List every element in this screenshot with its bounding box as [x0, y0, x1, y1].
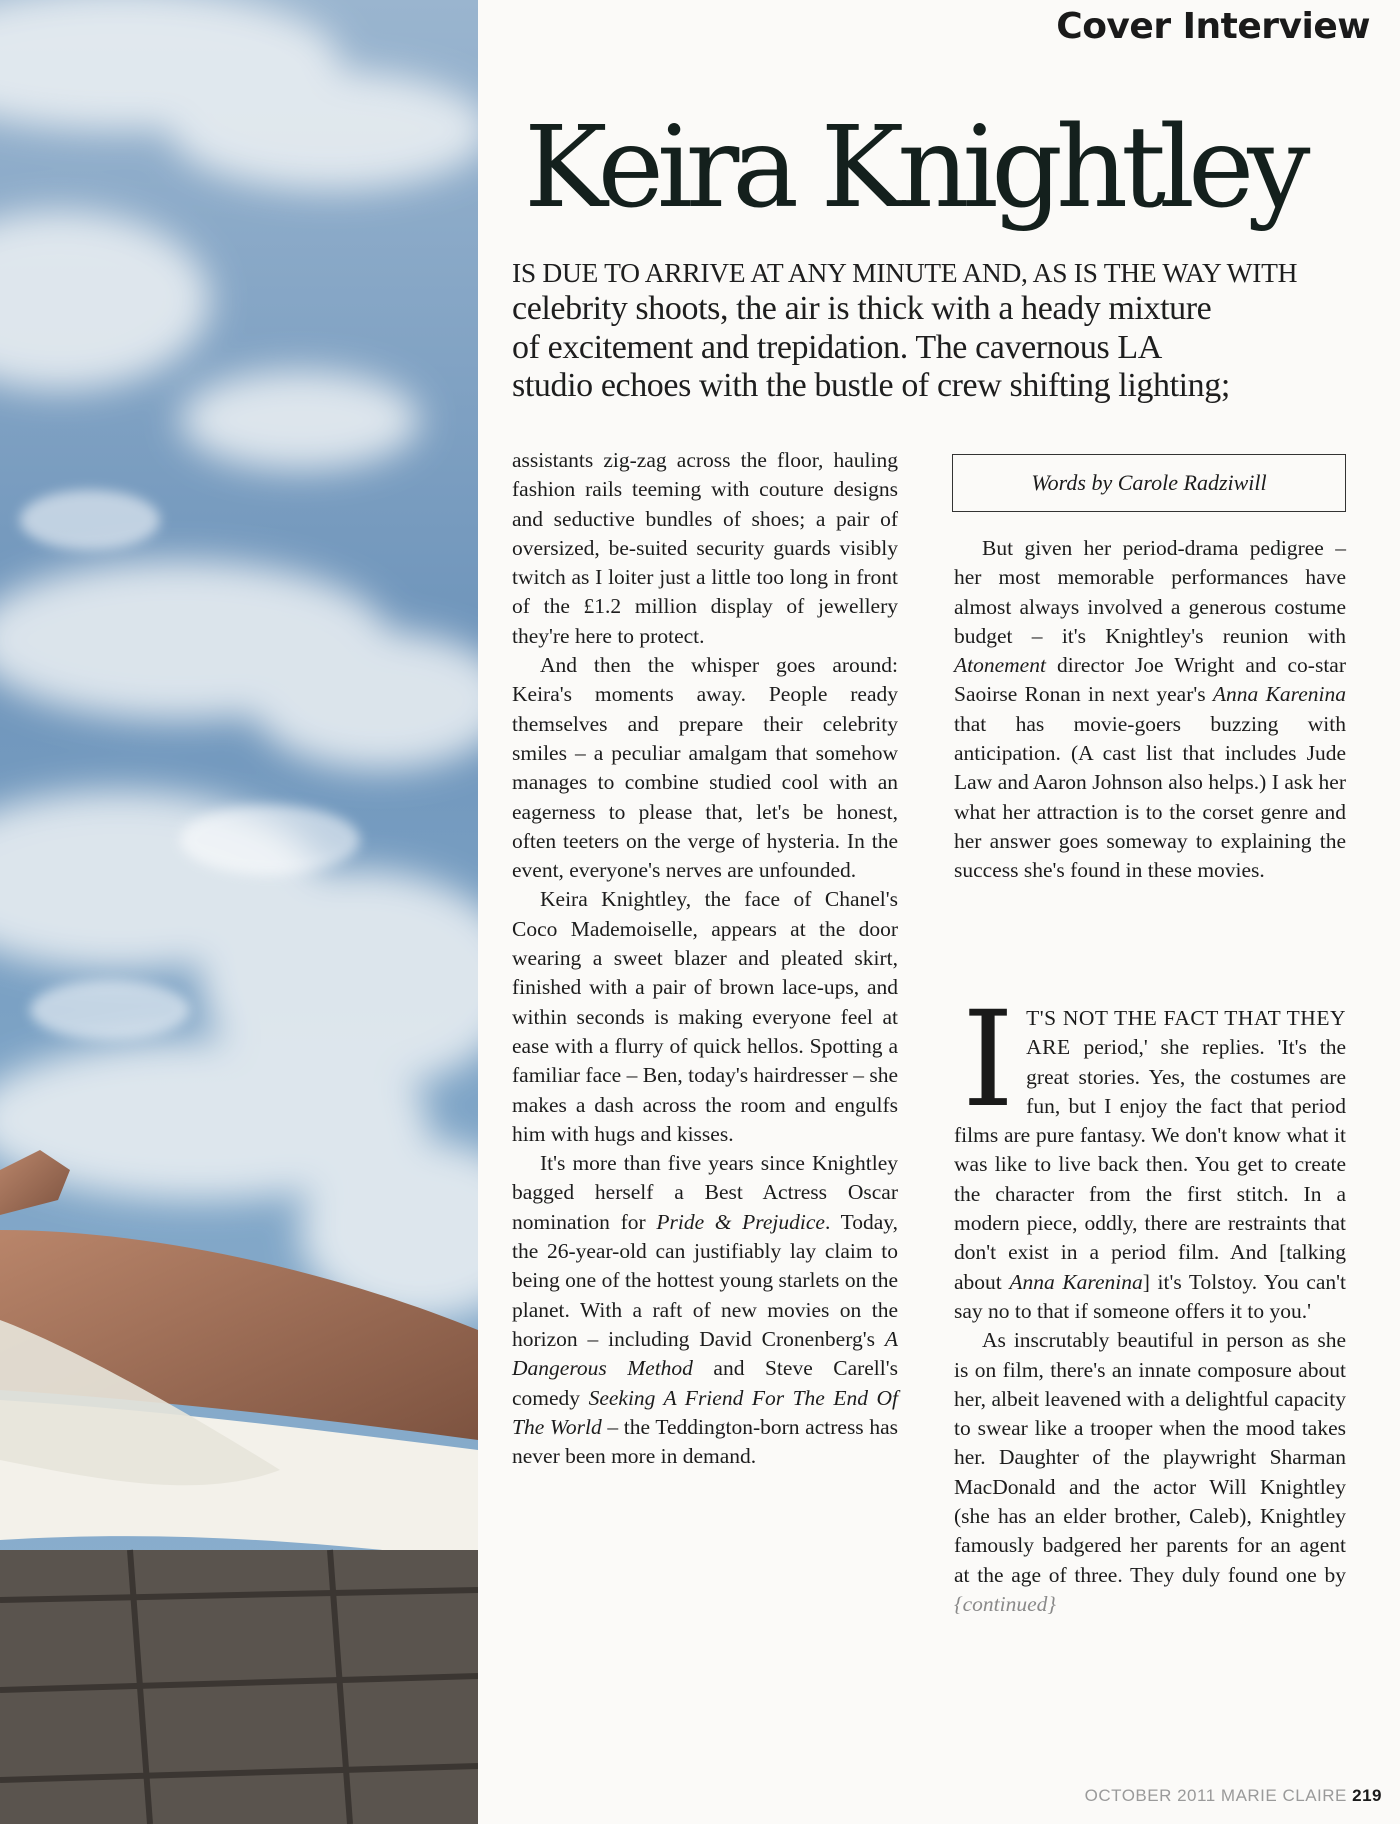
body-column-2 [954, 534, 1346, 886]
film-title: Anna Karenina [1212, 682, 1346, 707]
film-title: Seeking A Friend For The End Of The World [512, 1385, 899, 1439]
body-paragraph: assistants zig-zag across the floor, hauling fashion rails teeming with couture designs and seductive bundles of shoes; a pair of oversized, be-suited security guards visibly twitch as I loiter just a little too long in front of the £1.2 million display of jewellery they're here to protect. [512, 448, 898, 648]
magazine-name: MARIE CLAIRE [1220, 1786, 1347, 1805]
small-caps-lead: T'S NOT THE FACT THAT THEY ARE [1026, 1006, 1346, 1060]
page-number: 219 [1352, 1786, 1382, 1805]
body-column-1 [512, 446, 898, 1471]
article-headline: Keira Knightley [524, 103, 1304, 233]
quote-paragraph: I T'S NOT THE FACT THAT THEY ARE period,' she replies. 'It's the great stories. Yes, the costumes are fun, but I enjoy the fact that period films are pure fantasy. We don't know what it was like to live back then. You get to create the character from the first stitch. In a modern piece, oddly, there are restraints that don't exist in a period film. And [talking about Anna Karenina] it's Tolstoy. You can't say no to that if someone offers it to you.' [954, 983, 1346, 1323]
body-paragraph: It's more than five years since Knightley bagged herself a Best Actress Oscar nomination for Pride & Prejudice. Today, the 26-year-old can justifiably lay claim to being one of the hottest young starlets on the planet. With a raft of new movies on the horizon – including David Cronenberg's A Dangerous Method and Steve Carell's comedy Seeking A Friend For The End Of The World – the Teddington-born actress has never been more in demand. [512, 1151, 899, 1469]
film-title: Atonement [954, 653, 1046, 678]
body-column-2-continued [954, 983, 1346, 1619]
body-paragraph: Keira Knightley, the face of Chanel's Coco Mademoiselle, appears at the door wearing a sweet blazer and pleated skirt, finished with a pair of brown lace-ups, and within seconds is making everyone feel at ease with a flurry of quick hellos. Spotting a familiar face – Ben, today's hairdresser – she makes a dash across the room and engulfs him with hugs and kisses. [512, 887, 898, 1146]
standfirst-caps-line: IS DUE TO ARRIVE AT ANY MINUTE AND, AS IS THE WAY WITH [512, 257, 1298, 288]
issue-date: OCTOBER 2011 [1084, 1786, 1216, 1805]
film-title: A Dangerous Method [512, 1326, 898, 1381]
cover-photo [0, 0, 478, 1824]
body-paragraph: As inscrutably beautiful in person as she is on film, there's an innate composure about her, albeit leavened with a delightful capacity to swear like a trooper when the mood takes her. Daughter of the playwright Sharman MacDonald and the actor Will Knightley (she has an elder brother, Caleb), Knightley famously badgered her parents for an agent at the age of three. They duly found one by {continued} [954, 1328, 1346, 1616]
standfirst-line: of excitement and trepidation. The cavernous LA [512, 328, 1162, 366]
standfirst [512, 256, 1372, 406]
body-paragraph: But given her period-drama pedigree – her most memorable performances have almost always involved a generous costume budget – it's Knightley's reunion with Atonement director Joe Wright and co-star Saoirse Ronan in next year's Anna Karenina that has movie-goers buzzing with anticipation. (A cast list that includes Jude Law and Aaron Johnson also helps.) I ask her what her attraction is to the corset genre and her answer goes someway to explaining the success she's found in these movies. [954, 536, 1346, 883]
body-paragraph: And then the whisper goes around: Keira's moments away. People ready themselves and prepare their celebrity smiles – a peculiar amalgam that somehow manages to combine studied cool with an eagerness to please that, let's be honest, often teeters on the verge of hysteria. In the event, everyone's nerves are unfounded. [512, 653, 898, 883]
film-title: Pride & Prejudice [656, 1209, 825, 1234]
byline-box [952, 454, 1346, 512]
drop-cap: I [962, 983, 1015, 1137]
continued-marker: {continued} [954, 1591, 1056, 1616]
sky-photo-illustration [0, 0, 478, 1824]
film-title: Anna Karenina [1009, 1269, 1143, 1294]
standfirst-line: celebrity shoots, the air is thick with a heady mixture [512, 290, 1212, 327]
byline-text: Words by Carole Radziwill [1031, 470, 1267, 495]
page-footer [1085, 1786, 1382, 1806]
article-page [478, 0, 1400, 1824]
section-label: Cover Interview [1056, 6, 1370, 47]
standfirst-line: studio echoes with the bustle of crew shifting lighting; [512, 367, 1230, 404]
